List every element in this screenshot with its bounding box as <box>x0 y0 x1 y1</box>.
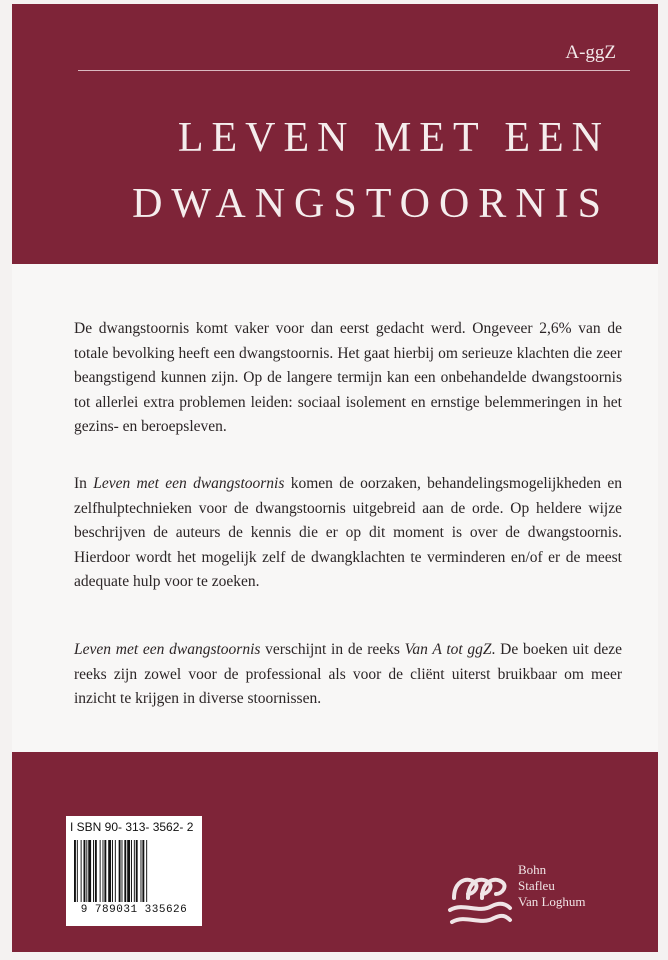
isbn-number: I SBN 90- 313- 3562- 2 <box>70 820 194 834</box>
p2-text: komen de oorzaken, behandelingsmogelijkheden en zelfhulptechnieken voor de dwangstoornis uitgebreid aan de orde. Op heldere wijze beschrijven de auteurs de kennis die er op dit moment is over de dwangstoornis. Hierdoor wordt het mogelijk zelf de dwangklachten te verminderen en/of er de meest adequate hulp voor te zoeken. <box>74 475 622 590</box>
ean-number: 9 789031 335626 <box>80 904 188 916</box>
blurb-paragraph-1: De dwangstoornis komt vaker voor dan eerst gedacht werd. Ongeveer 2,6% van de totale bevolking heeft een dwangstoornis. Het gaat hierbij om serieuze klachten die zeer beangstigend kunnen zijn. Op de langere termijn kan een onbehandelde dwangstoornis tot allerlei extra problemen leiden: sociaal isolement en ernstige belemmeringen in het gezins- en beroepsleven. <box>74 320 622 435</box>
blurb-paragraph-2 <box>74 472 622 595</box>
header-rule <box>78 70 630 71</box>
title-line-1: LEVEN MET EEN <box>177 115 610 161</box>
publisher-name <box>518 862 586 910</box>
title-line-2: DWANGSTOORNIS <box>132 181 610 227</box>
bottom-band <box>12 752 658 952</box>
blurb-area <box>12 264 658 752</box>
barcode-label <box>66 816 202 926</box>
p3-book-title: Leven met een dwangstoornis <box>74 641 261 658</box>
blurb-paragraph-3 <box>74 638 622 712</box>
publisher-logo-icon <box>444 852 514 936</box>
p3-mid: verschijnt in de reeks <box>260 641 405 658</box>
publisher-line-1: Bohn <box>518 862 547 877</box>
barcode-icon <box>74 840 194 902</box>
top-title-band <box>12 4 658 264</box>
publisher-line-3: Van Loghum <box>518 894 586 909</box>
p3-text: . De boeken uit deze reeks zijn zowel voor de professional als voor de cliënt uiterst bruikbaar om meer inzicht te krijgen in diverse stoornissen. <box>74 641 622 707</box>
p2-prefix: In <box>74 475 94 492</box>
series-tag: A-ggZ <box>565 42 616 63</box>
p2-book-title: Leven met een dwangstoornis <box>93 475 285 492</box>
p3-series-name: Van A tot ggZ <box>404 641 492 658</box>
publisher-line-2: Stafleu <box>518 878 555 893</box>
